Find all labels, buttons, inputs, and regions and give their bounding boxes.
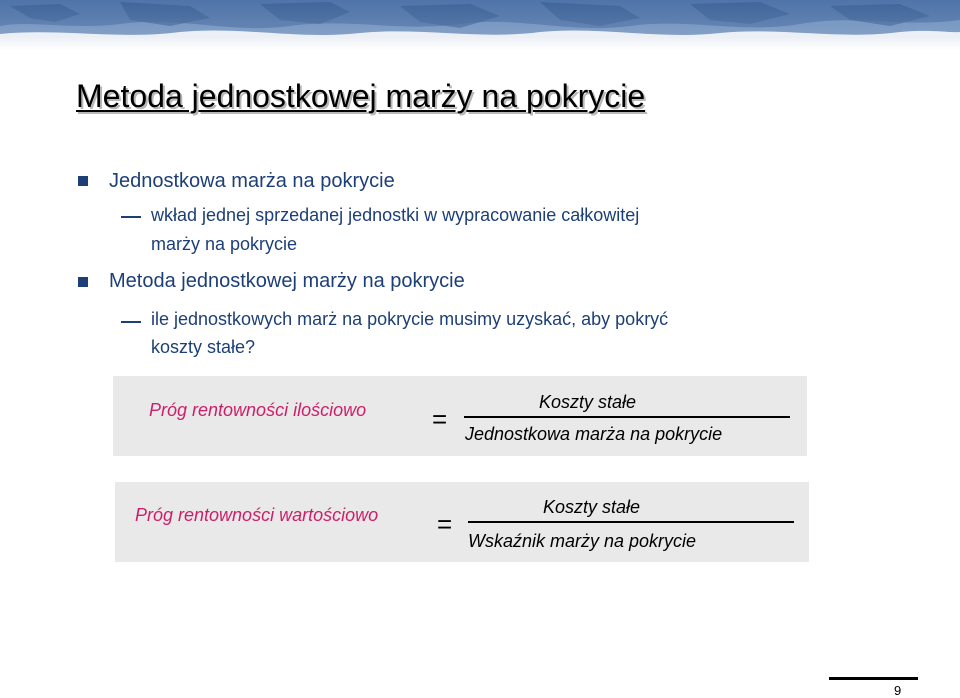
formula-numerator: Koszty stałe — [539, 392, 637, 412]
bullet-text: Jednostkowa marża na pokrycie — [109, 170, 395, 192]
page-number-rule — [829, 677, 918, 680]
fraction-line — [464, 416, 790, 418]
sub-bullet-text-continued: marży na pokrycie — [151, 234, 298, 254]
fraction-line — [468, 521, 794, 523]
world-map-banner — [0, 0, 960, 50]
bullet-text: Metoda jednostkowej marży na pokrycie — [109, 270, 465, 292]
equals-sign: = — [437, 509, 453, 539]
formula-denominator: Wskaźnik marży na pokrycie — [468, 531, 697, 551]
square-bullet-icon — [78, 176, 88, 186]
page-title: Metoda jednostkowej marży na pokrycie — [76, 78, 646, 114]
dash-bullet-icon — [121, 216, 141, 218]
formula-box-value — [115, 482, 809, 562]
sub-bullet-text: ile jednostkowych marż na pokrycie musimy uzyskać, aby pokryć — [151, 309, 669, 329]
formula-label: Próg rentowności wartościowo — [135, 505, 379, 525]
square-bullet-icon — [78, 277, 88, 287]
sub-bullet-text: wkład jednej sprzedanej jednostki w wypracowanie całkowitej — [151, 205, 640, 225]
formula-box-quantity — [113, 376, 807, 456]
formula-label: Próg rentowności ilościowo — [149, 400, 367, 420]
formula-denominator: Jednostkowa marża na pokrycie — [465, 424, 723, 444]
equals-sign: = — [432, 404, 448, 434]
dash-bullet-icon — [121, 321, 141, 323]
formula-numerator: Koszty stałe — [543, 497, 641, 517]
sub-bullet-text-continued: koszty stałe? — [151, 337, 256, 357]
page-number: 9 — [894, 683, 902, 698]
